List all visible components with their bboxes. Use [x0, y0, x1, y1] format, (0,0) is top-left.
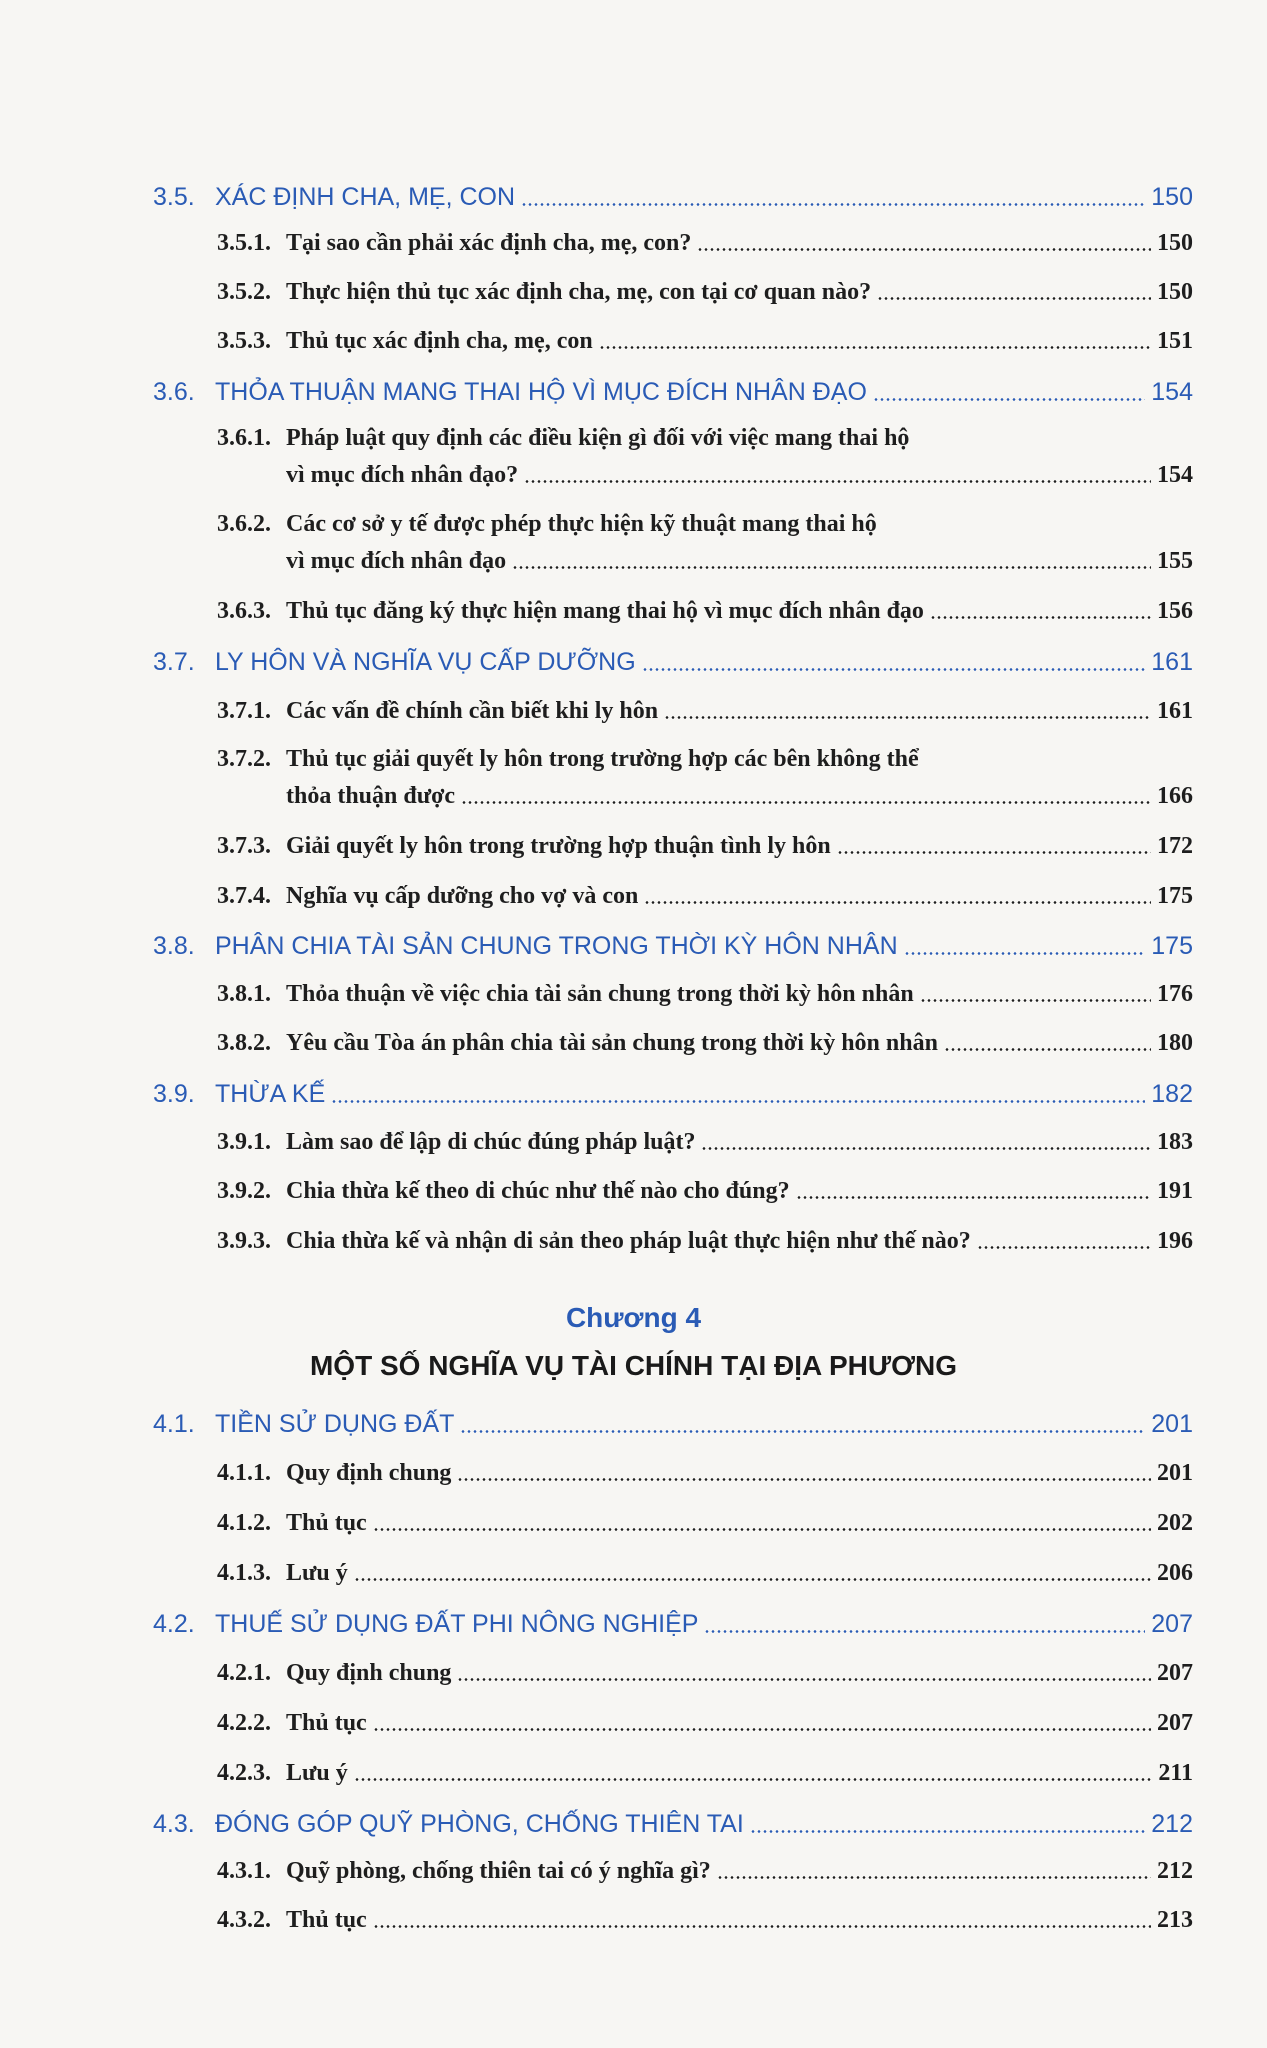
- toc-title: TIỀN SỬ DỤNG ĐẤT: [215, 1410, 455, 1438]
- toc-section-3-7[interactable]: [153, 648, 1193, 677]
- toc-entry-3-7-2-line1[interactable]: [217, 746, 919, 773]
- toc-title: Quỹ phòng, chống thiên tai có ý nghĩa gì?: [286, 1858, 711, 1884]
- toc-page-number: 154: [1157, 462, 1193, 488]
- chapter-label: Chương 4: [565, 1302, 702, 1333]
- toc-section-4-3[interactable]: [153, 1810, 1193, 1839]
- toc-number: 4.2.3.: [217, 1760, 271, 1786]
- toc-entry-4-2-1[interactable]: [217, 1660, 1193, 1687]
- toc-title: Lưu ý: [286, 1760, 348, 1786]
- dot-leader: [920, 999, 1151, 1002]
- toc-entry-4-1-3[interactable]: [217, 1560, 1193, 1587]
- dot-leader: [796, 1196, 1151, 1199]
- toc-title: Lưu ý: [286, 1560, 348, 1586]
- toc-page-number: 154: [1151, 378, 1193, 406]
- dot-leader: [977, 1246, 1151, 1249]
- toc-number: 3.6.1.: [217, 425, 271, 451]
- toc-title: Thủ tục: [286, 1907, 367, 1933]
- toc-entry-3-9-3[interactable]: [217, 1228, 1193, 1255]
- toc-number: 4.2.2.: [217, 1710, 271, 1736]
- toc-number: 3.5.: [153, 183, 195, 211]
- toc-page-number: 151: [1157, 328, 1193, 354]
- toc-entry-4-2-3[interactable]: [217, 1760, 1193, 1787]
- toc-entry-3-8-1[interactable]: [217, 981, 1193, 1008]
- dot-leader: [354, 1578, 1151, 1581]
- toc-number: 3.6.3.: [217, 598, 271, 624]
- toc-title: Nghĩa vụ cấp dưỡng cho vợ và con: [286, 883, 639, 909]
- toc-title: THỎA THUẬN MANG THAI HỘ VÌ MỤC ĐÍCH NHÂN ĐẠO: [215, 378, 867, 406]
- toc-title: Thủ tục: [286, 1710, 367, 1736]
- toc-entry-4-3-1[interactable]: [217, 1858, 1193, 1885]
- toc-page-number: 150: [1157, 279, 1193, 305]
- dot-leader: [904, 952, 1146, 955]
- toc-page-number: 191: [1157, 1178, 1193, 1204]
- toc-page-number: 155: [1157, 548, 1193, 574]
- dot-leader: [457, 1678, 1151, 1681]
- toc-number: 4.1.1.: [217, 1460, 271, 1486]
- toc-entry-3-6-3[interactable]: [217, 598, 1193, 625]
- toc-number: 3.9.2.: [217, 1178, 271, 1204]
- dot-leader: [460, 1430, 1145, 1433]
- toc-page-number: 211: [1158, 1760, 1193, 1786]
- toc-number: 3.7.1.: [217, 698, 271, 724]
- toc-number: 3.7.: [153, 648, 195, 676]
- toc-title: LY HÔN VÀ NGHĨA VỤ CẤP DƯỠNG: [215, 648, 636, 676]
- toc-title: Quy định chung: [286, 1460, 452, 1486]
- toc-title: Làm sao để lập di chúc đúng pháp luật?: [286, 1129, 696, 1155]
- toc-title: PHÂN CHIA TÀI SẢN CHUNG TRONG THỜI KỲ HÔN NHÂN: [215, 932, 898, 960]
- dot-leader: [873, 398, 1145, 401]
- toc-page-number: 207: [1157, 1660, 1193, 1686]
- dot-leader: [373, 1925, 1151, 1928]
- dot-leader: [354, 1778, 1153, 1781]
- toc-page-number: 212: [1157, 1858, 1193, 1884]
- toc-entry-4-3-2[interactable]: [217, 1907, 1193, 1934]
- toc-title: Tại sao cần phải xác định cha, mẹ, con?: [286, 230, 692, 256]
- toc-title: Giải quyết ly hôn trong trường hợp thuận tình ly hôn: [286, 833, 831, 859]
- toc-number: 3.7.4.: [217, 883, 271, 909]
- toc-number: 4.3.1.: [217, 1858, 271, 1884]
- toc-title: Thủ tục đăng ký thực hiện mang thai hộ vì mục đích nhân đạo: [286, 598, 924, 624]
- toc-entry-3-5-2[interactable]: [217, 279, 1193, 306]
- toc-number: 4.1.2.: [217, 1510, 271, 1536]
- toc-number: 4.2.: [153, 1610, 195, 1638]
- toc-number: 3.6.: [153, 378, 195, 406]
- dot-leader: [457, 1478, 1151, 1481]
- toc-number: 3.5.2.: [217, 279, 271, 305]
- toc-number: 3.9.1.: [217, 1129, 271, 1155]
- toc-page-number: 156: [1157, 598, 1193, 624]
- toc-entry-3-8-2[interactable]: [217, 1030, 1193, 1057]
- toc-title: THỪA KẾ: [215, 1080, 326, 1108]
- toc-entry-3-7-4[interactable]: [217, 883, 1193, 910]
- toc-number: 4.3.: [153, 1810, 195, 1838]
- toc-section-3-9[interactable]: [153, 1080, 1193, 1109]
- toc-number: 3.7.2.: [217, 746, 271, 772]
- toc-entry-3-9-2[interactable]: [217, 1178, 1193, 1205]
- toc-page-number: 161: [1157, 698, 1193, 724]
- dot-leader: [644, 901, 1151, 904]
- toc-entry-3-6-1-line2[interactable]: [286, 462, 1193, 489]
- toc-section-4-1[interactable]: [153, 1410, 1193, 1439]
- toc-entry-3-9-1[interactable]: [217, 1129, 1193, 1156]
- dot-leader: [524, 480, 1151, 483]
- toc-title-continued: thỏa thuận được: [286, 783, 456, 809]
- dot-leader: [877, 297, 1151, 300]
- toc-page-number: 175: [1151, 932, 1193, 960]
- toc-entry-3-5-1[interactable]: [217, 230, 1193, 257]
- toc-number: 4.3.2.: [217, 1907, 271, 1933]
- dot-leader: [697, 248, 1151, 251]
- toc-title: Các cơ sở y tế được phép thực hiện kỹ thuật mang thai hộ: [286, 511, 877, 537]
- toc-page-number: 180: [1157, 1030, 1193, 1056]
- dot-leader: [664, 716, 1151, 719]
- toc-number: 3.8.: [153, 932, 195, 960]
- toc-title: Yêu cầu Tòa án phân chia tài sản chung trong thời kỳ hôn nhân: [286, 1030, 938, 1056]
- toc-entry-3-7-1[interactable]: [217, 698, 1193, 725]
- toc-page-number: 172: [1157, 833, 1193, 859]
- toc-number: 4.2.1.: [217, 1660, 271, 1686]
- toc-page-number: 207: [1151, 1610, 1193, 1638]
- toc-page-number: 161: [1151, 648, 1193, 676]
- toc-page-number: 201: [1157, 1460, 1193, 1486]
- toc-entry-4-1-2[interactable]: [217, 1510, 1193, 1537]
- toc-title: Các vấn đề chính cần biết khi ly hôn: [286, 698, 659, 724]
- toc-page-number: 183: [1157, 1129, 1193, 1155]
- toc-entry-3-7-2-line2[interactable]: [286, 783, 1193, 810]
- toc-title: XÁC ĐỊNH CHA, MẸ, CON: [215, 183, 516, 211]
- toc-number: 4.1.: [153, 1410, 195, 1438]
- toc-title: Chia thừa kế theo di chúc như thế nào cho đúng?: [286, 1178, 790, 1204]
- toc-entry-3-5-3[interactable]: [217, 328, 1193, 355]
- toc-number: 3.6.2.: [217, 511, 271, 537]
- dot-leader: [930, 616, 1151, 619]
- toc-entry-3-6-2-line2[interactable]: [286, 548, 1193, 575]
- toc-page-number: 207: [1157, 1710, 1193, 1736]
- toc-title: Pháp luật quy định các điều kiện gì đối với việc mang thai hộ: [286, 425, 910, 451]
- toc-entry-4-2-2[interactable]: [217, 1710, 1193, 1737]
- toc-section-3-5[interactable]: [153, 183, 1193, 212]
- toc-entry-3-7-3[interactable]: [217, 833, 1193, 860]
- toc-number: 3.5.3.: [217, 328, 271, 354]
- toc-entry-4-1-1[interactable]: [217, 1460, 1193, 1487]
- toc-number: 3.8.2.: [217, 1030, 271, 1056]
- toc-title: THUẾ SỬ DỤNG ĐẤT PHI NÔNG NGHIỆP: [215, 1610, 699, 1638]
- toc-entry-3-6-1-line1[interactable]: [217, 425, 909, 452]
- toc-number: 3.5.1.: [217, 230, 271, 256]
- toc-page-number: 202: [1157, 1510, 1193, 1536]
- dot-leader: [599, 346, 1151, 349]
- toc-title: Thủ tục: [286, 1510, 367, 1536]
- dot-leader: [373, 1528, 1151, 1531]
- dot-leader: [750, 1830, 1146, 1833]
- toc-title: Quy định chung: [286, 1660, 452, 1686]
- dot-leader: [717, 1876, 1151, 1879]
- toc-number: 3.8.1.: [217, 981, 271, 1007]
- dot-leader: [373, 1728, 1151, 1731]
- toc-number: 3.9.3.: [217, 1228, 271, 1254]
- dot-leader: [521, 203, 1145, 206]
- toc-page-number: 175: [1157, 883, 1193, 909]
- toc-number: 3.7.3.: [217, 833, 271, 859]
- toc-section-3-8[interactable]: [153, 932, 1193, 961]
- toc-page-number: 150: [1157, 230, 1193, 256]
- toc-title: Chia thừa kế và nhận di sản theo pháp luật thực hiện như thế nào?: [286, 1228, 971, 1254]
- toc-page-number: 212: [1151, 1810, 1193, 1838]
- toc-title: Thủ tục giải quyết ly hôn trong trường hợp các bên không thể: [286, 746, 919, 772]
- toc-section-3-6[interactable]: [153, 378, 1193, 407]
- toc-title: ĐÓNG GÓP QUỸ PHÒNG, CHỐNG THIÊN TAI: [215, 1810, 744, 1838]
- toc-page-number: 196: [1157, 1228, 1193, 1254]
- dot-leader: [512, 566, 1151, 569]
- toc-title: Thủ tục xác định cha, mẹ, con: [286, 328, 593, 354]
- chapter-title: MỘT SỐ NGHĨA VỤ TÀI CHÍNH TẠI ĐỊA PHƯƠNG: [309, 1350, 958, 1381]
- toc-page-number: 182: [1151, 1080, 1193, 1108]
- toc-entry-3-6-2-line1[interactable]: [217, 511, 877, 538]
- dot-leader: [704, 1630, 1145, 1633]
- toc-number: 4.1.3.: [217, 1560, 271, 1586]
- toc-page-number: 201: [1151, 1410, 1193, 1438]
- toc-title: Thực hiện thủ tục xác định cha, mẹ, con tại cơ quan nào?: [286, 279, 872, 305]
- toc-page-number: 213: [1157, 1907, 1193, 1933]
- toc-section-4-2[interactable]: [153, 1610, 1193, 1639]
- dot-leader: [642, 668, 1146, 671]
- toc-page-number: 166: [1157, 783, 1193, 809]
- dot-leader: [944, 1048, 1151, 1051]
- toc-page-number: 176: [1157, 981, 1193, 1007]
- toc-number: 3.9.: [153, 1080, 195, 1108]
- toc-title-continued: vì mục đích nhân đạo: [286, 548, 507, 574]
- dot-leader: [837, 851, 1151, 854]
- toc-page-number: 206: [1157, 1560, 1193, 1586]
- dot-leader: [701, 1147, 1151, 1150]
- dot-leader: [461, 801, 1151, 804]
- toc-title: Thỏa thuận về việc chia tài sản chung trong thời kỳ hôn nhân: [286, 981, 914, 1007]
- toc-title-continued: vì mục đích nhân đạo?: [286, 462, 519, 488]
- toc-page-number: 150: [1151, 183, 1193, 211]
- dot-leader: [331, 1100, 1145, 1103]
